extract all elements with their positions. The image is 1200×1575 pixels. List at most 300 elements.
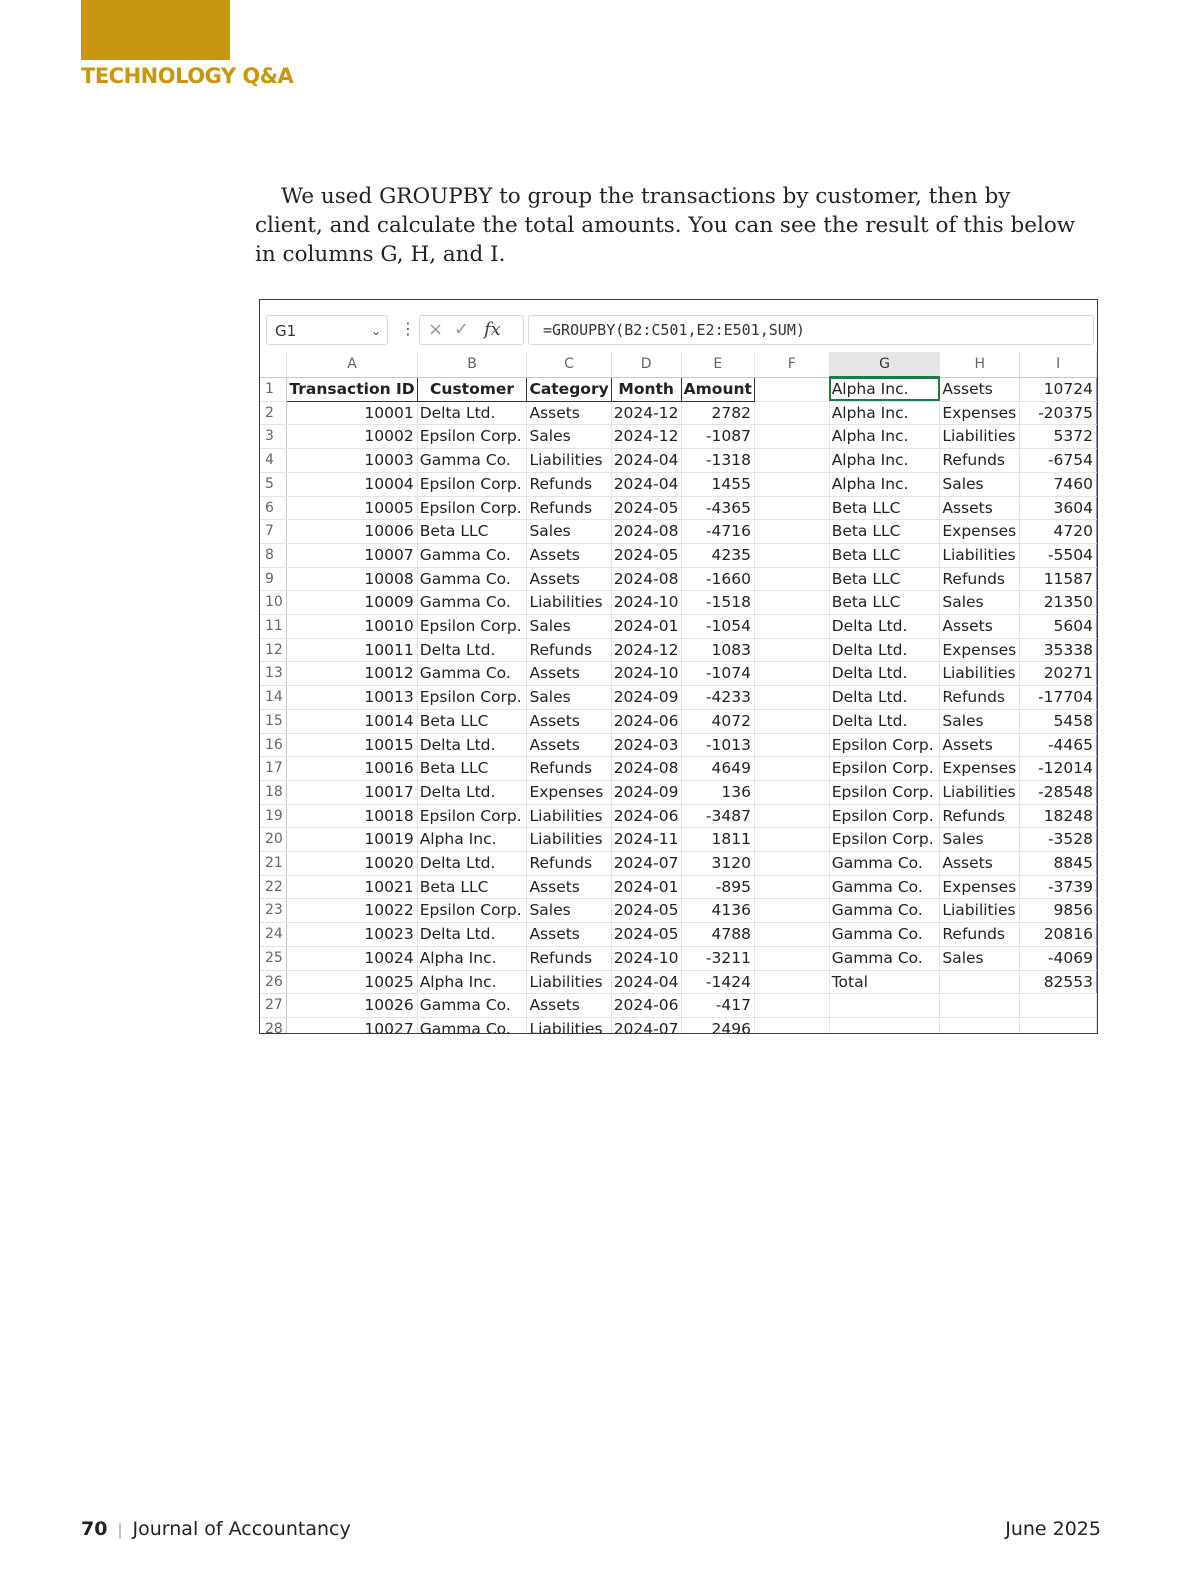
cell[interactable]: 2024-10 [611, 591, 681, 615]
cell[interactable]: -1424 [681, 970, 754, 994]
cell[interactable] [940, 1017, 1020, 1034]
cell[interactable]: -3211 [681, 946, 754, 970]
cell[interactable]: Delta Ltd. [829, 686, 940, 710]
cell[interactable]: -1013 [681, 733, 754, 757]
row-header[interactable]: 21 [260, 852, 287, 876]
column-header-c[interactable]: C [527, 352, 611, 377]
cell[interactable]: Alpha Inc. [417, 946, 527, 970]
cell[interactable]: Gamma Co. [829, 923, 940, 947]
cell[interactable]: 5458 [1020, 709, 1097, 733]
cell[interactable]: 2024-04 [611, 449, 681, 473]
cell[interactable] [754, 733, 829, 757]
cell[interactable]: Delta Ltd. [829, 709, 940, 733]
cell[interactable]: 10020 [287, 852, 417, 876]
column-title[interactable]: Transaction ID [287, 377, 417, 401]
cell[interactable]: Expenses [527, 780, 611, 804]
cell[interactable]: -3739 [1020, 875, 1097, 899]
column-header-g[interactable]: G [829, 352, 940, 377]
row-header[interactable]: 22 [260, 875, 287, 899]
cell[interactable]: 2024-10 [611, 946, 681, 970]
cell[interactable] [754, 709, 829, 733]
column-header-a[interactable]: A [287, 352, 417, 377]
cell[interactable]: 10025 [287, 970, 417, 994]
cell[interactable] [754, 496, 829, 520]
cell[interactable]: Gamma Co. [417, 994, 527, 1018]
cell[interactable]: Assets [940, 852, 1020, 876]
cell[interactable]: Epsilon Corp. [417, 686, 527, 710]
cell[interactable] [754, 449, 829, 473]
cell[interactable]: Liabilities [940, 899, 1020, 923]
cell[interactable] [1020, 994, 1097, 1018]
row-header[interactable]: 16 [260, 733, 287, 757]
cell[interactable] [754, 946, 829, 970]
cell[interactable]: Expenses [940, 401, 1020, 425]
cell[interactable]: Liabilities [527, 1017, 611, 1034]
cell[interactable]: -1054 [681, 615, 754, 639]
row-header[interactable]: 13 [260, 662, 287, 686]
row-header[interactable]: 3 [260, 425, 287, 449]
cell[interactable] [754, 852, 829, 876]
cell[interactable]: 10022 [287, 899, 417, 923]
cell[interactable]: -4233 [681, 686, 754, 710]
cell[interactable]: -17704 [1020, 686, 1097, 710]
cell[interactable]: Sales [940, 828, 1020, 852]
cell[interactable]: Sales [940, 946, 1020, 970]
cell[interactable]: 1083 [681, 638, 754, 662]
cell[interactable]: 2496 [681, 1017, 754, 1034]
cell[interactable]: -1087 [681, 425, 754, 449]
cell[interactable]: Delta Ltd. [417, 780, 527, 804]
cell[interactable]: 10017 [287, 780, 417, 804]
row-header[interactable]: 8 [260, 543, 287, 567]
cell[interactable]: 2024-01 [611, 615, 681, 639]
cell[interactable]: 4136 [681, 899, 754, 923]
cell[interactable] [754, 923, 829, 947]
cell[interactable]: Alpha Inc. [829, 472, 940, 496]
publication-name: Journal of Accountancy [132, 1518, 351, 1540]
cell[interactable]: Liabilities [527, 828, 611, 852]
cell[interactable]: -1318 [681, 449, 754, 473]
cell[interactable]: Beta LLC [829, 496, 940, 520]
cell[interactable]: 2024-06 [611, 709, 681, 733]
cell[interactable]: 10019 [287, 828, 417, 852]
cell[interactable]: 2024-05 [611, 496, 681, 520]
cell[interactable]: Assets [940, 377, 1020, 401]
cell[interactable]: 2024-05 [611, 899, 681, 923]
cell[interactable]: 136 [681, 780, 754, 804]
cell[interactable]: Refunds [527, 496, 611, 520]
row-header[interactable]: 12 [260, 638, 287, 662]
cell[interactable] [754, 757, 829, 781]
cell[interactable]: Beta LLC [417, 709, 527, 733]
cell[interactable]: Delta Ltd. [417, 852, 527, 876]
cell[interactable]: 2024-01 [611, 875, 681, 899]
table-row [260, 899, 1097, 923]
cell[interactable]: Expenses [940, 638, 1020, 662]
cell[interactable]: Sales [527, 686, 611, 710]
cell[interactable]: -5504 [1020, 543, 1097, 567]
cell[interactable]: Sales [527, 899, 611, 923]
cell[interactable] [829, 1017, 940, 1034]
cell[interactable]: 10015 [287, 733, 417, 757]
cell[interactable] [754, 686, 829, 710]
cell[interactable]: Epsilon Corp. [829, 757, 940, 781]
formula-input[interactable]: =GROUPBY(B2:C501,E2:E501,SUM) [528, 315, 1094, 345]
cell[interactable]: -1660 [681, 567, 754, 591]
cell[interactable]: 10024 [287, 946, 417, 970]
cell[interactable]: Beta LLC [829, 591, 940, 615]
cell[interactable]: Gamma Co. [417, 662, 527, 686]
cell[interactable]: 2024-09 [611, 780, 681, 804]
cell[interactable]: Refunds [527, 852, 611, 876]
cell[interactable]: -20375 [1020, 401, 1097, 425]
cell[interactable]: Refunds [940, 567, 1020, 591]
cell[interactable]: Refunds [940, 804, 1020, 828]
cell[interactable]: 5604 [1020, 615, 1097, 639]
cell[interactable]: -4365 [681, 496, 754, 520]
cell[interactable] [754, 425, 829, 449]
cell[interactable]: Assets [527, 923, 611, 947]
cell[interactable]: 10026 [287, 994, 417, 1018]
row-header[interactable]: 14 [260, 686, 287, 710]
cell[interactable] [754, 899, 829, 923]
more-options-icon[interactable]: ⋮ [400, 319, 416, 338]
cell[interactable]: 4072 [681, 709, 754, 733]
cell[interactable]: 2024-12 [611, 401, 681, 425]
cell[interactable]: Sales [940, 472, 1020, 496]
row-header[interactable]: 6 [260, 496, 287, 520]
cell[interactable]: Delta Ltd. [417, 923, 527, 947]
cell[interactable]: 2782 [681, 401, 754, 425]
cell[interactable]: Expenses [940, 875, 1020, 899]
cell[interactable] [754, 638, 829, 662]
cell[interactable] [754, 804, 829, 828]
cell[interactable]: 10001 [287, 401, 417, 425]
column-title[interactable]: Amount [681, 377, 754, 401]
cell[interactable]: 8845 [1020, 852, 1097, 876]
cell[interactable] [754, 970, 829, 994]
cell[interactable] [754, 828, 829, 852]
cell[interactable]: Epsilon Corp. [829, 780, 940, 804]
cell[interactable]: Epsilon Corp. [417, 496, 527, 520]
row-header[interactable]: 25 [260, 946, 287, 970]
cell[interactable]: Epsilon Corp. [417, 425, 527, 449]
cell[interactable] [754, 377, 829, 401]
cell[interactable]: Assets [527, 401, 611, 425]
cancel-icon[interactable]: × [428, 319, 444, 340]
cell[interactable]: 35338 [1020, 638, 1097, 662]
cell[interactable]: 2024-06 [611, 994, 681, 1018]
column-header-e[interactable]: E [681, 352, 754, 377]
cell[interactable]: Assets [527, 875, 611, 899]
cell[interactable]: Alpha Inc. [829, 449, 940, 473]
cell[interactable]: Liabilities [527, 449, 611, 473]
cell[interactable]: 10021 [287, 875, 417, 899]
confirm-icon[interactable]: ✓ [454, 319, 470, 340]
row-header[interactable]: 4 [260, 449, 287, 473]
cell[interactable]: Gamma Co. [829, 852, 940, 876]
cell[interactable]: 2024-12 [611, 638, 681, 662]
cell[interactable]: 10724 [1020, 377, 1097, 401]
cell[interactable]: Liabilities [527, 591, 611, 615]
cell[interactable]: Expenses [940, 520, 1020, 544]
cell[interactable]: Expenses [940, 757, 1020, 781]
row-header[interactable]: 26 [260, 970, 287, 994]
cell[interactable] [940, 994, 1020, 1018]
cell[interactable]: 4788 [681, 923, 754, 947]
cell[interactable]: Assets [940, 615, 1020, 639]
cell[interactable]: 3120 [681, 852, 754, 876]
row-header[interactable]: 1 [260, 377, 287, 401]
cell[interactable]: Gamma Co. [417, 1017, 527, 1034]
cell[interactable]: Assets [527, 994, 611, 1018]
row-header[interactable]: 11 [260, 615, 287, 639]
cell[interactable]: -895 [681, 875, 754, 899]
row-header[interactable]: 17 [260, 757, 287, 781]
cell[interactable]: -12014 [1020, 757, 1097, 781]
cell[interactable]: 2024-04 [611, 472, 681, 496]
row-header[interactable]: 24 [260, 923, 287, 947]
cell[interactable]: Refunds [940, 449, 1020, 473]
cell[interactable]: 2024-03 [611, 733, 681, 757]
cell[interactable]: Refunds [527, 638, 611, 662]
cell[interactable]: 10007 [287, 543, 417, 567]
cell[interactable]: 4720 [1020, 520, 1097, 544]
cell[interactable]: Total [829, 970, 940, 994]
cell[interactable]: 2024-05 [611, 543, 681, 567]
cell[interactable]: Alpha Inc. [417, 828, 527, 852]
cell[interactable] [754, 567, 829, 591]
cell[interactable]: Epsilon Corp. [417, 615, 527, 639]
column-header-b[interactable]: B [417, 352, 527, 377]
row-header[interactable]: 20 [260, 828, 287, 852]
cell[interactable]: 3604 [1020, 496, 1097, 520]
cell[interactable]: -6754 [1020, 449, 1097, 473]
cell[interactable]: 10010 [287, 615, 417, 639]
name-box[interactable] [266, 315, 388, 345]
cell[interactable]: 2024-12 [611, 425, 681, 449]
active-cell[interactable]: Alpha Inc. [829, 377, 940, 401]
chevron-down-icon[interactable]: ⌄ [370, 324, 381, 338]
row-header[interactable]: 27 [260, 994, 287, 1018]
cell[interactable]: Assets [527, 543, 611, 567]
cell[interactable]: Epsilon Corp. [829, 804, 940, 828]
cell[interactable]: 2024-10 [611, 662, 681, 686]
cell[interactable]: 82553 [1020, 970, 1097, 994]
cell[interactable]: 10006 [287, 520, 417, 544]
column-title[interactable]: Month [611, 377, 681, 401]
cell[interactable]: 5372 [1020, 425, 1097, 449]
select-all-corner[interactable] [260, 352, 287, 377]
row-header[interactable]: 15 [260, 709, 287, 733]
cell[interactable]: 4235 [681, 543, 754, 567]
cell[interactable]: Gamma Co. [417, 591, 527, 615]
cell[interactable]: 10012 [287, 662, 417, 686]
row-header[interactable]: 7 [260, 520, 287, 544]
cell[interactable]: 10004 [287, 472, 417, 496]
row-header[interactable]: 9 [260, 567, 287, 591]
cell[interactable]: -1074 [681, 662, 754, 686]
cell[interactable] [829, 994, 940, 1018]
row-header[interactable]: 18 [260, 780, 287, 804]
row-header[interactable]: 19 [260, 804, 287, 828]
cell[interactable]: Gamma Co. [417, 567, 527, 591]
cell[interactable]: Gamma Co. [829, 946, 940, 970]
cell[interactable]: -28548 [1020, 780, 1097, 804]
cell[interactable]: 2024-07 [611, 1017, 681, 1034]
cell[interactable]: Sales [527, 520, 611, 544]
cell[interactable] [754, 615, 829, 639]
cell[interactable] [754, 472, 829, 496]
cell[interactable]: 2024-11 [611, 828, 681, 852]
cell[interactable]: Gamma Co. [829, 899, 940, 923]
cell[interactable]: Sales [940, 709, 1020, 733]
cell[interactable]: Liabilities [527, 970, 611, 994]
cell[interactable]: -3487 [681, 804, 754, 828]
cell[interactable]: Beta LLC [417, 757, 527, 781]
cell[interactable]: 9856 [1020, 899, 1097, 923]
cell[interactable]: Liabilities [940, 780, 1020, 804]
cell[interactable] [754, 780, 829, 804]
cell[interactable]: Epsilon Corp. [417, 472, 527, 496]
cell[interactable]: 10003 [287, 449, 417, 473]
cell[interactable]: 1811 [681, 828, 754, 852]
cell[interactable]: 1455 [681, 472, 754, 496]
cell[interactable]: Refunds [940, 923, 1020, 947]
cell[interactable]: Refunds [527, 472, 611, 496]
cell[interactable]: Epsilon Corp. [417, 804, 527, 828]
cell[interactable]: Alpha Inc. [829, 401, 940, 425]
cell[interactable]: Gamma Co. [417, 449, 527, 473]
cell[interactable]: -4465 [1020, 733, 1097, 757]
table-row [260, 1017, 1097, 1034]
cell[interactable] [754, 520, 829, 544]
cell[interactable]: -4716 [681, 520, 754, 544]
column-title[interactable]: Category [527, 377, 611, 401]
cell[interactable]: 10018 [287, 804, 417, 828]
cell[interactable]: Sales [940, 591, 1020, 615]
cell[interactable] [754, 662, 829, 686]
cell[interactable]: Refunds [527, 946, 611, 970]
cell[interactable]: 10008 [287, 567, 417, 591]
cell[interactable] [754, 543, 829, 567]
cell[interactable] [1020, 1017, 1097, 1034]
cell[interactable]: Beta LLC [417, 520, 527, 544]
cell[interactable]: Beta LLC [829, 543, 940, 567]
cell[interactable]: 2024-05 [611, 923, 681, 947]
cell[interactable] [754, 591, 829, 615]
column-title[interactable]: Customer [417, 377, 527, 401]
cell[interactable]: 4649 [681, 757, 754, 781]
cell[interactable]: -4069 [1020, 946, 1097, 970]
cell[interactable]: 10014 [287, 709, 417, 733]
cell[interactable]: 2024-08 [611, 567, 681, 591]
cell[interactable]: 10023 [287, 923, 417, 947]
cell[interactable]: 10027 [287, 1017, 417, 1034]
cell[interactable]: Liabilities [527, 804, 611, 828]
cell[interactable]: 20271 [1020, 662, 1097, 686]
cell[interactable]: Delta Ltd. [417, 401, 527, 425]
cell[interactable]: 10011 [287, 638, 417, 662]
cell[interactable]: Delta Ltd. [829, 638, 940, 662]
cell[interactable]: 2024-06 [611, 804, 681, 828]
cell[interactable]: Epsilon Corp. [417, 899, 527, 923]
cell[interactable]: Sales [527, 425, 611, 449]
cell[interactable]: Refunds [940, 686, 1020, 710]
column-header-d[interactable]: D [611, 352, 681, 377]
cell[interactable]: 18248 [1020, 804, 1097, 828]
cell[interactable]: Liabilities [940, 543, 1020, 567]
cell[interactable] [940, 970, 1020, 994]
cell[interactable]: Gamma Co. [417, 543, 527, 567]
cell[interactable]: 20816 [1020, 923, 1097, 947]
cell[interactable]: -417 [681, 994, 754, 1018]
cell[interactable]: 21350 [1020, 591, 1097, 615]
cell[interactable] [754, 401, 829, 425]
cell[interactable]: Delta Ltd. [829, 662, 940, 686]
cell[interactable]: -3528 [1020, 828, 1097, 852]
cell[interactable]: Delta Ltd. [417, 733, 527, 757]
cell[interactable]: Assets [940, 496, 1020, 520]
cell[interactable]: 7460 [1020, 472, 1097, 496]
cell[interactable]: Alpha Inc. [829, 425, 940, 449]
row-header[interactable]: 23 [260, 899, 287, 923]
cell[interactable]: 10005 [287, 496, 417, 520]
cell[interactable]: 10016 [287, 757, 417, 781]
cell[interactable]: 2024-08 [611, 757, 681, 781]
cell[interactable] [754, 1017, 829, 1034]
cell[interactable]: Beta LLC [417, 875, 527, 899]
cell[interactable]: Epsilon Corp. [829, 733, 940, 757]
cell[interactable]: Liabilities [940, 662, 1020, 686]
row-header[interactable]: 10 [260, 591, 287, 615]
row-header[interactable]: 28 [260, 1017, 287, 1034]
cell[interactable]: Assets [527, 567, 611, 591]
cell[interactable]: Beta LLC [829, 520, 940, 544]
cell[interactable]: 2024-09 [611, 686, 681, 710]
cell[interactable]: Assets [527, 733, 611, 757]
cell[interactable]: 2024-04 [611, 970, 681, 994]
cell[interactable]: 2024-08 [611, 520, 681, 544]
cell[interactable]: Refunds [527, 757, 611, 781]
cell[interactable]: Epsilon Corp. [829, 828, 940, 852]
insert-function-icon[interactable]: fx [484, 319, 501, 340]
cell[interactable]: 10009 [287, 591, 417, 615]
cell[interactable]: 11587 [1020, 567, 1097, 591]
cell[interactable]: Alpha Inc. [417, 970, 527, 994]
cell[interactable] [754, 875, 829, 899]
cell[interactable]: 10013 [287, 686, 417, 710]
cell[interactable]: Beta LLC [829, 567, 940, 591]
cell[interactable]: 2024-07 [611, 852, 681, 876]
column-header-i[interactable]: I [1020, 352, 1097, 377]
cell[interactable]: Assets [527, 709, 611, 733]
row-header[interactable]: 5 [260, 472, 287, 496]
cell[interactable]: Assets [527, 662, 611, 686]
cell[interactable]: -1518 [681, 591, 754, 615]
row-header[interactable]: 2 [260, 401, 287, 425]
cell[interactable]: Assets [940, 733, 1020, 757]
cell[interactable]: Sales [527, 615, 611, 639]
cell[interactable]: Delta Ltd. [417, 638, 527, 662]
column-header-f[interactable]: F [754, 352, 829, 377]
cell[interactable]: Liabilities [940, 425, 1020, 449]
cell[interactable]: Delta Ltd. [829, 615, 940, 639]
cell[interactable] [754, 994, 829, 1018]
cell[interactable]: 10002 [287, 425, 417, 449]
cell[interactable]: Gamma Co. [829, 875, 940, 899]
column-header-h[interactable]: H [940, 352, 1020, 377]
